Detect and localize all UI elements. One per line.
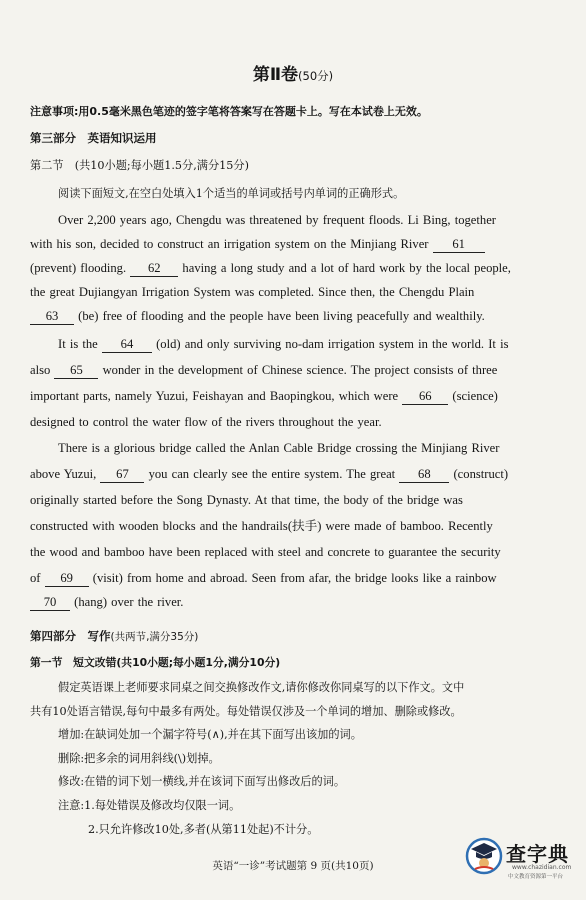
passage-text: the great Dujiangyan Irrigation System was completed. Since then, the Chengdu Plain <box>30 285 475 299</box>
passage-text: originally started before the Song Dynasty. At that time, the body of the bridge was <box>30 493 463 507</box>
blank-66: 66 <box>402 388 448 405</box>
part4-heading-text: 第四部分 写作 <box>30 629 111 643</box>
passage-text: designed to control the water flow of the rivers throughout the year. <box>30 415 382 429</box>
blank-62: 62 <box>130 260 178 277</box>
passage-line <box>30 594 560 611</box>
page-footer: 英语“一诊”考试题第 9 页(共10页) <box>212 860 374 872</box>
blank-70: 70 <box>30 594 70 611</box>
passage-line <box>30 388 560 405</box>
passage-text: also <box>30 363 55 377</box>
section-title-text: 第Ⅱ卷 <box>252 65 299 85</box>
passage-line <box>30 284 560 300</box>
passage-text: (hang) over the river. <box>70 595 184 609</box>
passage-text: important parts, namely Yuzui, Feishayan and Baopingkou, which were <box>30 389 403 403</box>
logo-slogan: 中文教育资源第一平台 <box>508 874 564 880</box>
passage-line <box>30 544 560 560</box>
part3-subheading: 第二节 (共10小题;每小题1.5分,满分15分) <box>30 159 249 172</box>
passage-line <box>30 570 560 587</box>
passage-line <box>58 212 560 228</box>
blank-67: 67 <box>100 466 144 483</box>
passage-line <box>30 260 560 277</box>
site-logo <box>462 832 580 898</box>
passage-line <box>30 362 560 379</box>
passage-text: you can clearly see the entire system. The great <box>144 467 400 481</box>
part3-heading: 第三部分 英语知识运用 <box>30 131 157 145</box>
passage-text: There is a glorious bridge called the Anlan Cable Bridge crossing the Minjiang River <box>58 441 500 455</box>
note-2: 2.只允许修改10处,多者(从第11处起)不计分。 <box>88 823 319 836</box>
blank-61: 61 <box>433 236 485 253</box>
part4-heading <box>30 628 560 645</box>
passage-text: (visit) from home and abroad. Seen from afar, the bridge looks like a rainbow <box>88 571 497 585</box>
passage-text: It is the <box>58 337 102 351</box>
part4-para1: 假定英语课上老师要求同桌之间交换修改作文,请你修改你同桌写的以下作文。文中 <box>58 681 465 694</box>
passage-text: above Yuzui, <box>30 467 101 481</box>
passage-line <box>30 308 560 325</box>
rule-add: 增加:在缺词处加一个漏字符号(∧),并在其下面写出该加的词。 <box>58 728 362 741</box>
notice: 注意事项:用0.5毫米黑色笔迹的签字笔将答案写在答题卡上。写在本试卷上无效。 <box>30 105 428 118</box>
passage-line <box>58 440 560 456</box>
blank-63: 63 <box>30 308 74 325</box>
rule-delete: 删除:把多余的词用斜线(\)划掉。 <box>58 752 220 765</box>
rule-modify: 修改:在错的词下划一横线,并在该词下面写出修改后的词。 <box>58 775 346 788</box>
passage-text: wonder in the development of Chinese science. The project consists of three <box>98 363 498 377</box>
note-1: 注意:1.每处错误及修改均仅限一词。 <box>58 799 241 812</box>
section-title <box>0 60 586 85</box>
passage-text: (science) <box>448 389 498 403</box>
passage-line <box>58 336 560 353</box>
part4-heading-note: (共两节,满分35分) <box>110 631 199 643</box>
passage-text: (construct) <box>449 467 509 481</box>
passage-text: (prevent) flooding. <box>30 261 131 275</box>
passage-text: constructed with wooden blocks and the handrails(扶手) were made of bamboo. Recently <box>30 519 493 533</box>
passage-text: with his son, decided to construct an irrigation system on the Minjiang River <box>30 237 433 251</box>
part4-para2: 共有10处语言错误,每句中最多有两处。每处错误仅涉及一个单词的增加、删除或修改。 <box>30 705 462 718</box>
passage-text: of <box>30 571 45 585</box>
passage-text: Over 2,200 years ago, Chengdu was threatened by frequent floods. Li Bing, together <box>58 213 496 227</box>
blank-65: 65 <box>54 362 98 379</box>
graduate-cap-icon <box>462 832 506 876</box>
part4-subheading: 第一节 短文改错(共10小题;每小题1分,满分10分) <box>30 656 281 669</box>
passage-line <box>30 518 560 534</box>
passage-text: (be) free of flooding and the people have been living peacefully and wealthily. <box>74 309 485 323</box>
blank-68: 68 <box>399 466 449 483</box>
passage-text: having a long study and a lot of hard work by the local people, <box>178 261 511 275</box>
passage-line <box>30 492 560 508</box>
part3-instruction: 阅读下面短文,在空白处填入1个适当的单词或括号内单词的正确形式。 <box>58 187 405 200</box>
passage-text: the wood and bamboo have been replaced with steel and concrete to guarantee the security <box>30 545 501 559</box>
logo-name: 查字典 <box>506 842 569 866</box>
passage-text: (old) and only surviving no-dam irrigation system in the world. It is <box>151 337 509 351</box>
passage-line <box>30 236 560 253</box>
passage-line <box>30 414 560 430</box>
logo-url: www.chazidian.com <box>512 864 572 871</box>
section-score: (50分) <box>298 69 334 83</box>
passage-line <box>30 466 560 483</box>
blank-69: 69 <box>45 570 89 587</box>
blank-64: 64 <box>102 336 152 353</box>
